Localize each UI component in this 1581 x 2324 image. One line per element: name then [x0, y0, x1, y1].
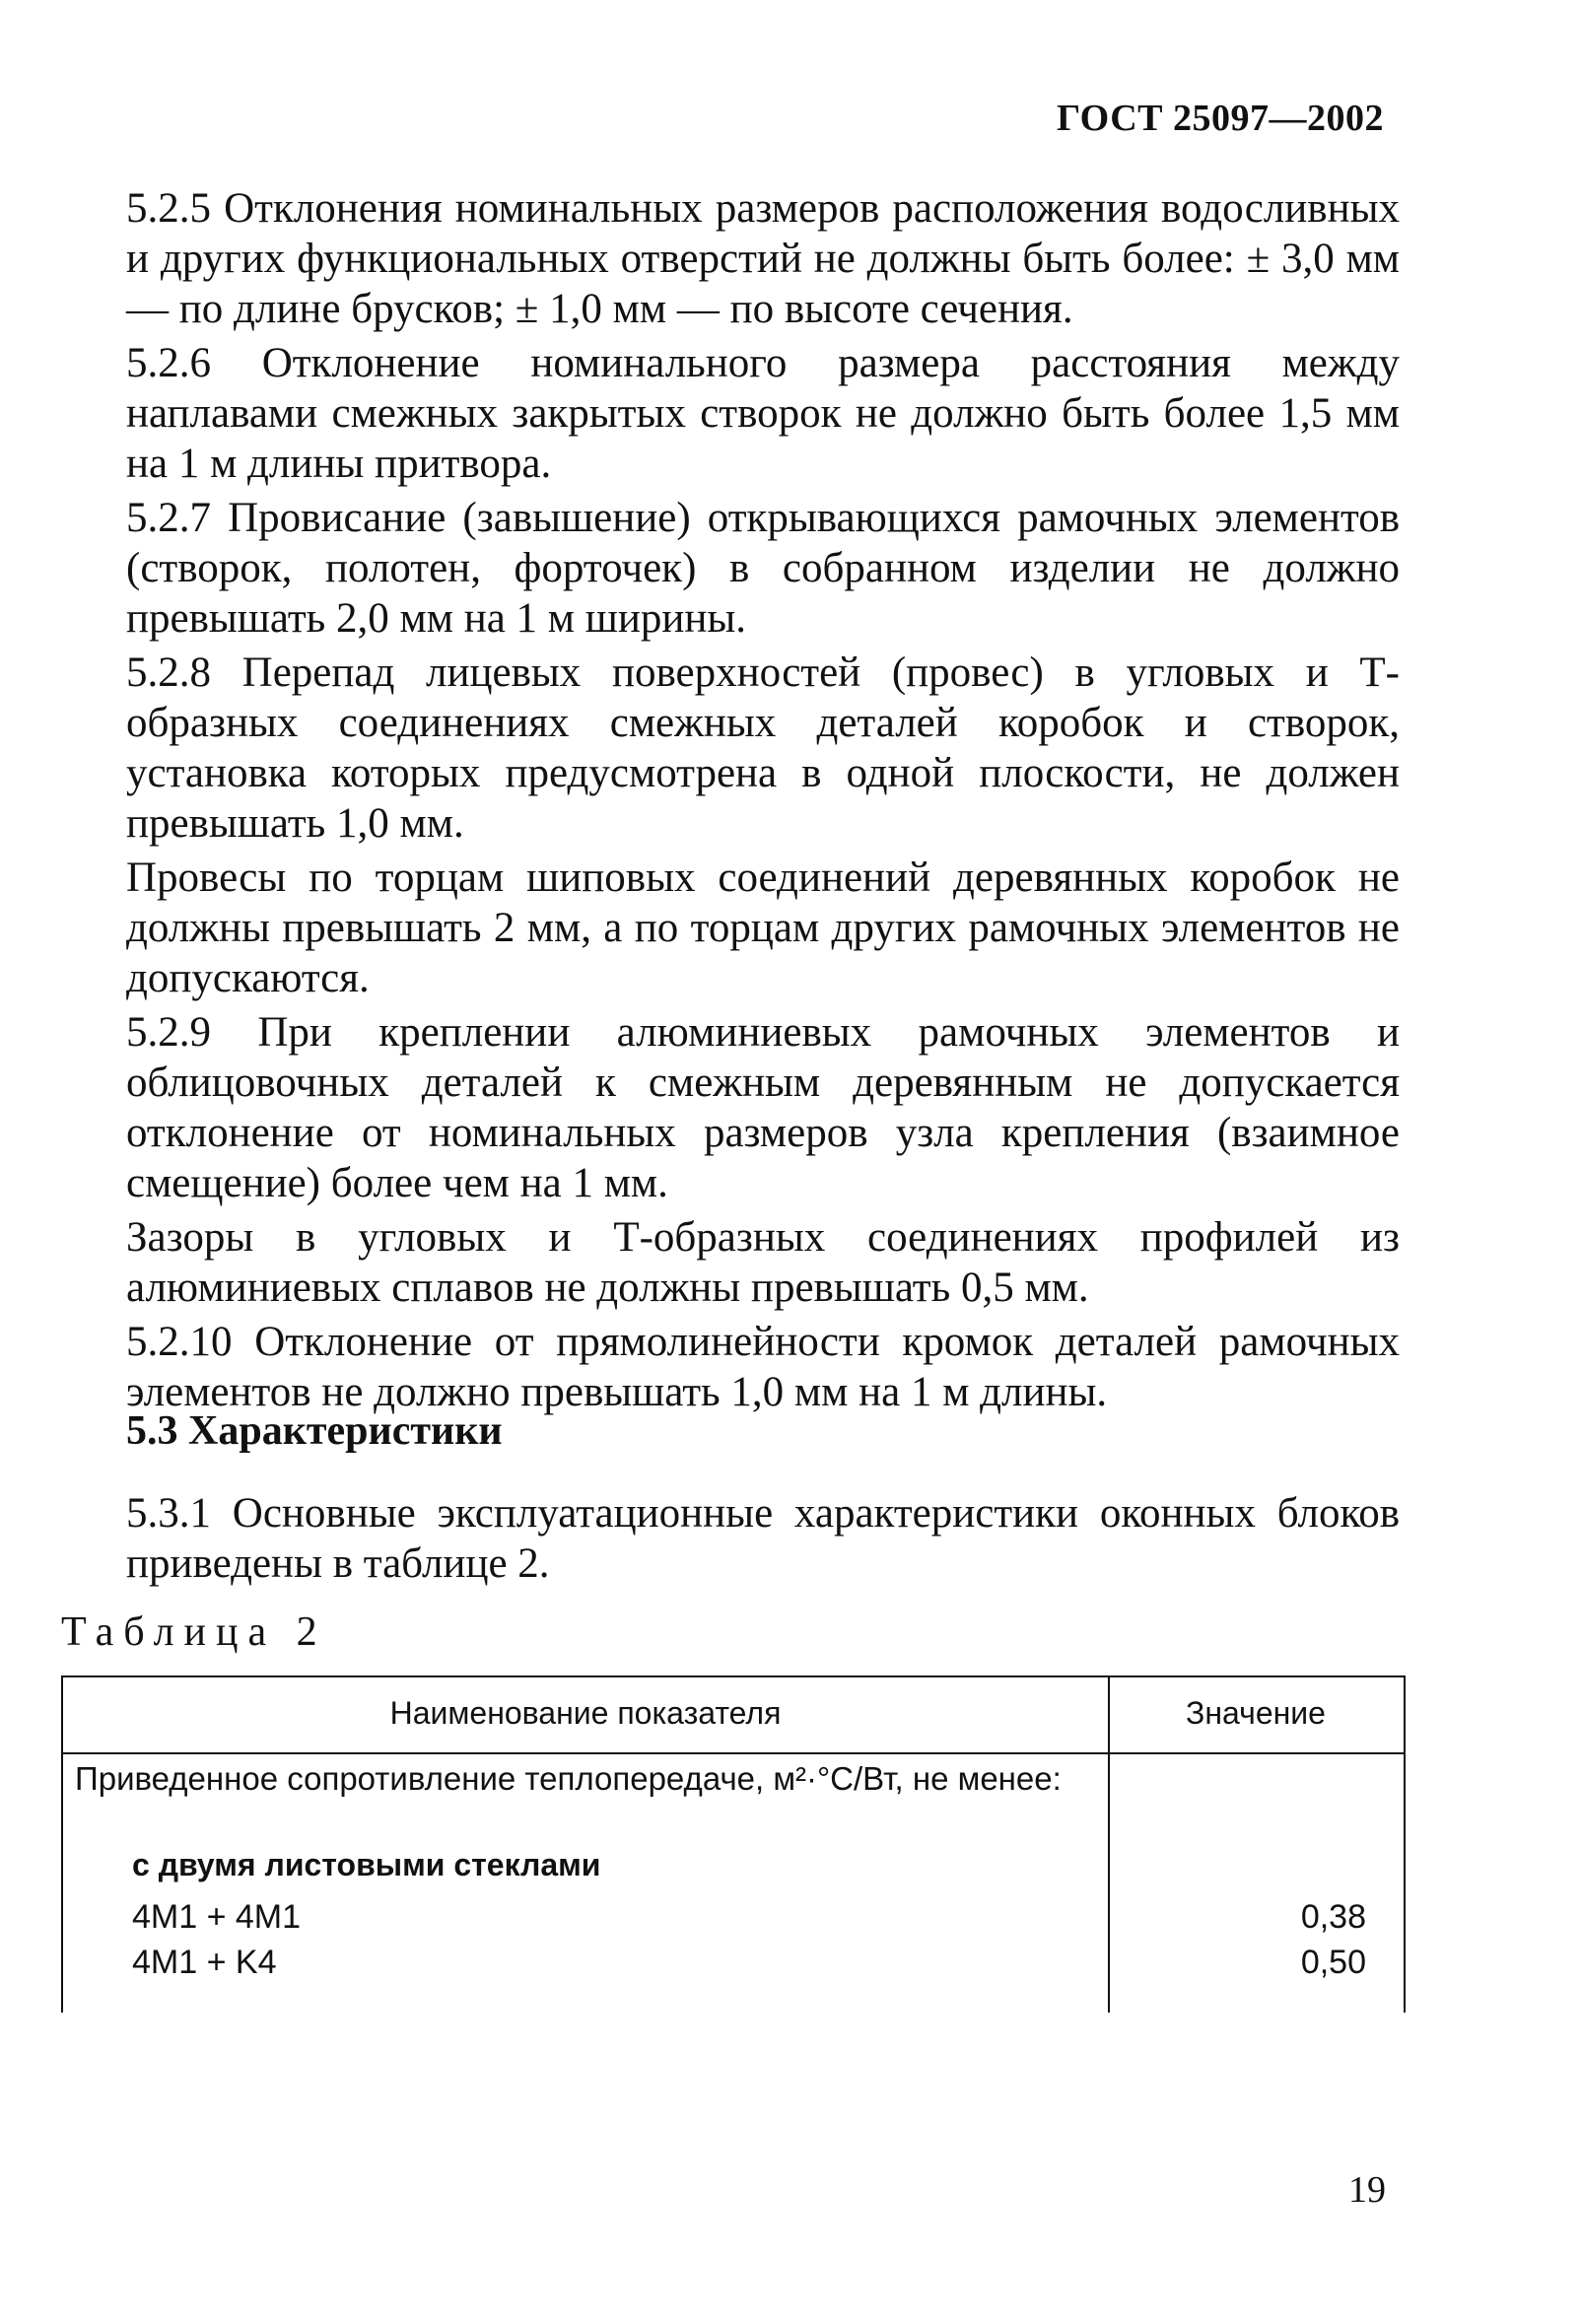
table-parameter-name: Приведенное сопротивление теплопередаче, м²·°С/Вт, не менее: [75, 1760, 1062, 1797]
table-row-value: 0,50 [1300, 1944, 1366, 1981]
characteristics-table [61, 1675, 1406, 2013]
table-row-value: 0,38 [1300, 1898, 1366, 1936]
table-header-row [63, 1677, 1404, 1754]
table-group-label: с двумя листовыми стеклами [132, 1847, 601, 1882]
paragraph-5-2-6: 5.2.6 Отклонение номинального размера расстояния между наплавами смежных закрытых створок не должно быть более 1,5 мм на 1 м длины притвора. [126, 340, 1400, 487]
page-number: 19 [1348, 2169, 1386, 2211]
table-caption: Таблица 2 [61, 1609, 327, 1655]
section-title: 5.3 Характеристики [126, 1408, 503, 1454]
document-id-header: ГОСТ 25097—2002 [1056, 98, 1384, 139]
paragraph-zazory: Зазоры в угловых и Т-образных соединениях профилей из алюминиевых сплавов не должны превышать 0,5 мм. [126, 1214, 1400, 1311]
section-5-2-body [126, 183, 1400, 1421]
paragraph-5-2-8: 5.2.8 Перепад лицевых поверхностей (провес) в угловых и Т-образных соединениях смежных деталей коробок и створок, установка которых предусмотрена в одной плоскости, не должен превышать 1,0 мм. [126, 649, 1400, 847]
paragraph-5-2-7: 5.2.7 Провисание (завышение) открывающихся рамочных элементов (створок, полотен, форточек) в собранном изделии не должно превышать 2,0 мм на 1 м ширины. [126, 495, 1400, 642]
paragraph-5-3-1: 5.3.1 Основные эксплуатационные характеристики оконных блоков приведены в таблице 2. [126, 1490, 1400, 1587]
table-header-value: Значение [1186, 1695, 1326, 1731]
table-header-name: Наименование показателя [389, 1695, 782, 1731]
table-column-divider [1108, 1677, 1110, 1875]
paragraph-5-2-10: 5.2.10 Отклонение от прямолинейности кромок деталей рамочных элементов не должно превышать 1,0 мм на 1 м длины. [126, 1319, 1400, 1415]
section-intro [126, 1488, 1400, 1589]
table-row-name: 4M1 + 4M1 [132, 1898, 302, 1936]
paragraph-5-2-9: 5.2.9 При креплении алюминиевых рамочных элементов и облицовочных деталей к смежным деревянным не допускается отклонение от номинальных размеров узла крепления (взаимное смещение) более чем на 1 мм. [126, 1009, 1400, 1206]
paragraph-5-2-5: 5.2.5 Отклонения номинальных размеров расположения водосливных и других функциональных отверстий не должны быть более: ± 3,0 мм — по длине брусков; ± 1,0 мм — по высоте сечения. [126, 185, 1400, 332]
paragraph-provesy: Провесы по торцам шиповых соединений деревянных коробок не должны превышать 2 мм, а по торцам других рамочных элементов не допускаются. [126, 854, 1400, 1001]
table-row-name: 4M1 + K4 [132, 1944, 277, 1981]
